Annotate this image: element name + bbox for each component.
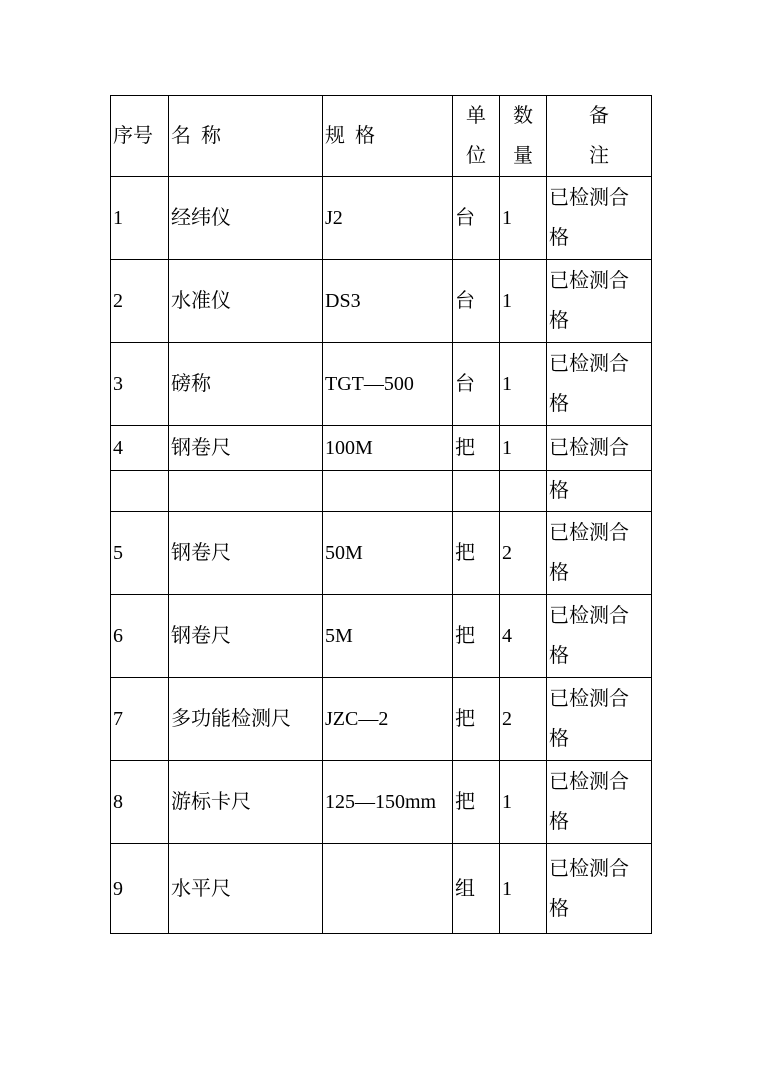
cell-spec: 100M (323, 426, 453, 471)
header-unit: 单 位 (453, 96, 500, 177)
table-row (111, 177, 652, 260)
cell-remarks: 已检测合格 (547, 343, 652, 426)
header-serial-number: 序号 (111, 96, 169, 177)
equipment-table (110, 95, 652, 934)
header-name: 名 称 (169, 96, 323, 177)
cell-name: 经纬仪 (169, 177, 323, 260)
cell-unit: 把 (453, 678, 500, 761)
cell-quantity: 2 (500, 678, 547, 761)
cell-name: 游标卡尺 (169, 761, 323, 844)
cell-unit: 把 (453, 426, 500, 471)
cell-remarks: 已检测合 (547, 426, 652, 471)
cell-name: 水平尺 (169, 844, 323, 934)
cell-unit: 组 (453, 844, 500, 934)
cell-serial-number: 2 (111, 260, 169, 343)
cell-serial-number: 9 (111, 844, 169, 934)
cell-quantity: 2 (500, 512, 547, 595)
table-row (111, 844, 652, 934)
cell-name: 钢卷尺 (169, 595, 323, 678)
cell-unit (453, 471, 500, 512)
cell-spec: 125—150mm (323, 761, 453, 844)
cell-spec: 50M (323, 512, 453, 595)
cell-remarks: 已检测合格 (547, 595, 652, 678)
table-row (111, 260, 652, 343)
cell-unit: 台 (453, 260, 500, 343)
cell-serial-number: 5 (111, 512, 169, 595)
cell-remarks: 已检测合格 (547, 844, 652, 934)
cell-remarks: 已检测合格 (547, 512, 652, 595)
table-row (111, 512, 652, 595)
cell-unit: 台 (453, 343, 500, 426)
cell-remarks: 已检测合格 (547, 761, 652, 844)
cell-quantity: 1 (500, 761, 547, 844)
cell-name: 钢卷尺 (169, 512, 323, 595)
cell-spec: DS3 (323, 260, 453, 343)
table-row (111, 595, 652, 678)
cell-spec: 5M (323, 595, 453, 678)
cell-spec (323, 844, 453, 934)
cell-quantity: 1 (500, 343, 547, 426)
cell-serial-number: 7 (111, 678, 169, 761)
cell-name: 钢卷尺 (169, 426, 323, 471)
cell-name (169, 471, 323, 512)
header-quantity: 数 量 (500, 96, 547, 177)
cell-serial-number: 3 (111, 343, 169, 426)
cell-name: 水准仪 (169, 260, 323, 343)
table-body (111, 177, 652, 934)
cell-serial-number: 4 (111, 426, 169, 471)
cell-remarks: 已检测合格 (547, 678, 652, 761)
cell-serial-number: 8 (111, 761, 169, 844)
cell-name: 磅称 (169, 343, 323, 426)
cell-unit: 把 (453, 512, 500, 595)
cell-serial-number: 1 (111, 177, 169, 260)
header-remarks: 备 注 (547, 96, 652, 177)
cell-quantity: 1 (500, 260, 547, 343)
table-row (111, 471, 652, 512)
cell-unit: 台 (453, 177, 500, 260)
cell-remarks: 格 (547, 471, 652, 512)
cell-spec: TGT—500 (323, 343, 453, 426)
table-row (111, 761, 652, 844)
cell-quantity: 1 (500, 177, 547, 260)
table-row (111, 343, 652, 426)
cell-unit: 把 (453, 761, 500, 844)
cell-serial-number (111, 471, 169, 512)
cell-quantity: 4 (500, 595, 547, 678)
cell-unit: 把 (453, 595, 500, 678)
cell-quantity: 1 (500, 844, 547, 934)
header-spec: 规 格 (323, 96, 453, 177)
header-row (111, 96, 652, 177)
cell-serial-number: 6 (111, 595, 169, 678)
table-row (111, 426, 652, 471)
cell-spec: J2 (323, 177, 453, 260)
cell-name: 多功能检测尺 (169, 678, 323, 761)
cell-quantity: 1 (500, 426, 547, 471)
cell-spec: JZC—2 (323, 678, 453, 761)
table-row (111, 678, 652, 761)
cell-remarks: 已检测合格 (547, 177, 652, 260)
cell-remarks: 已检测合格 (547, 260, 652, 343)
cell-quantity (500, 471, 547, 512)
cell-spec (323, 471, 453, 512)
